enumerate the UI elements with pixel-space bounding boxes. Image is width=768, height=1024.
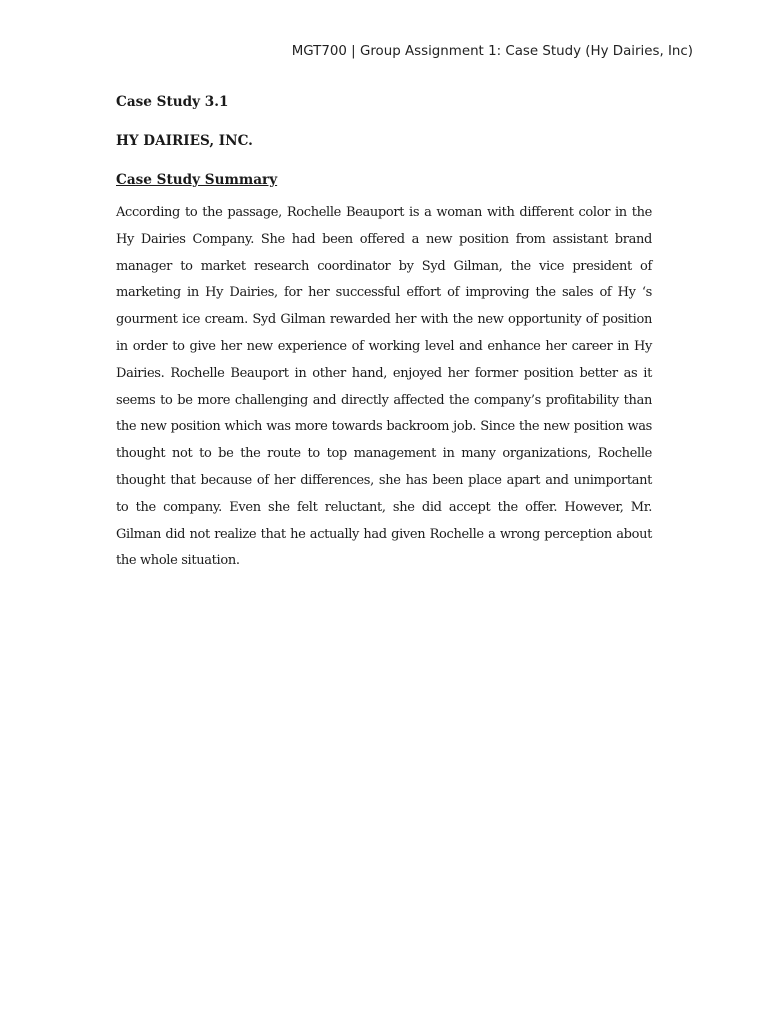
summary-paragraph: According to the passage, Rochelle Beauport is a woman with different color in the Hy Dairies Company. She had been offered a new position from assistant brand manager to market research coordinator by Syd Gilman, the vice president of marketing in Hy Dairies, for her successful effort of improving the sales of Hy ‘s gourment ice cream. Syd Gilman rewarded her with the new opportunity of position in order to give her new experience of working level and enhance her career in Hy Dairies. Rochelle Beauport in other hand, enjoyed her former position better as it seems to be more challenging and directly affected the company’s profitability than the new position which was more towards backroom job. Since the new position was thought not to be the route to top management in many organizations, Rochelle thought that because of her differences, she has been place apart and unimportant to the company. Even she felt reluctant, she did accept the offer. However, Mr. Gilman did not realize that he actually had given Rochelle a wrong perception about the whole situation. xyxy=(116,205,652,569)
section-heading: Case Study Summary xyxy=(116,172,278,188)
company-title: HY DAIRIES, INC. xyxy=(116,133,253,149)
document-body xyxy=(116,93,652,575)
running-header: MGT700 | Group Assignment 1: Case Study (Hy Dairies, Inc) xyxy=(291,44,693,59)
case-number-heading: Case Study 3.1 xyxy=(116,94,229,110)
